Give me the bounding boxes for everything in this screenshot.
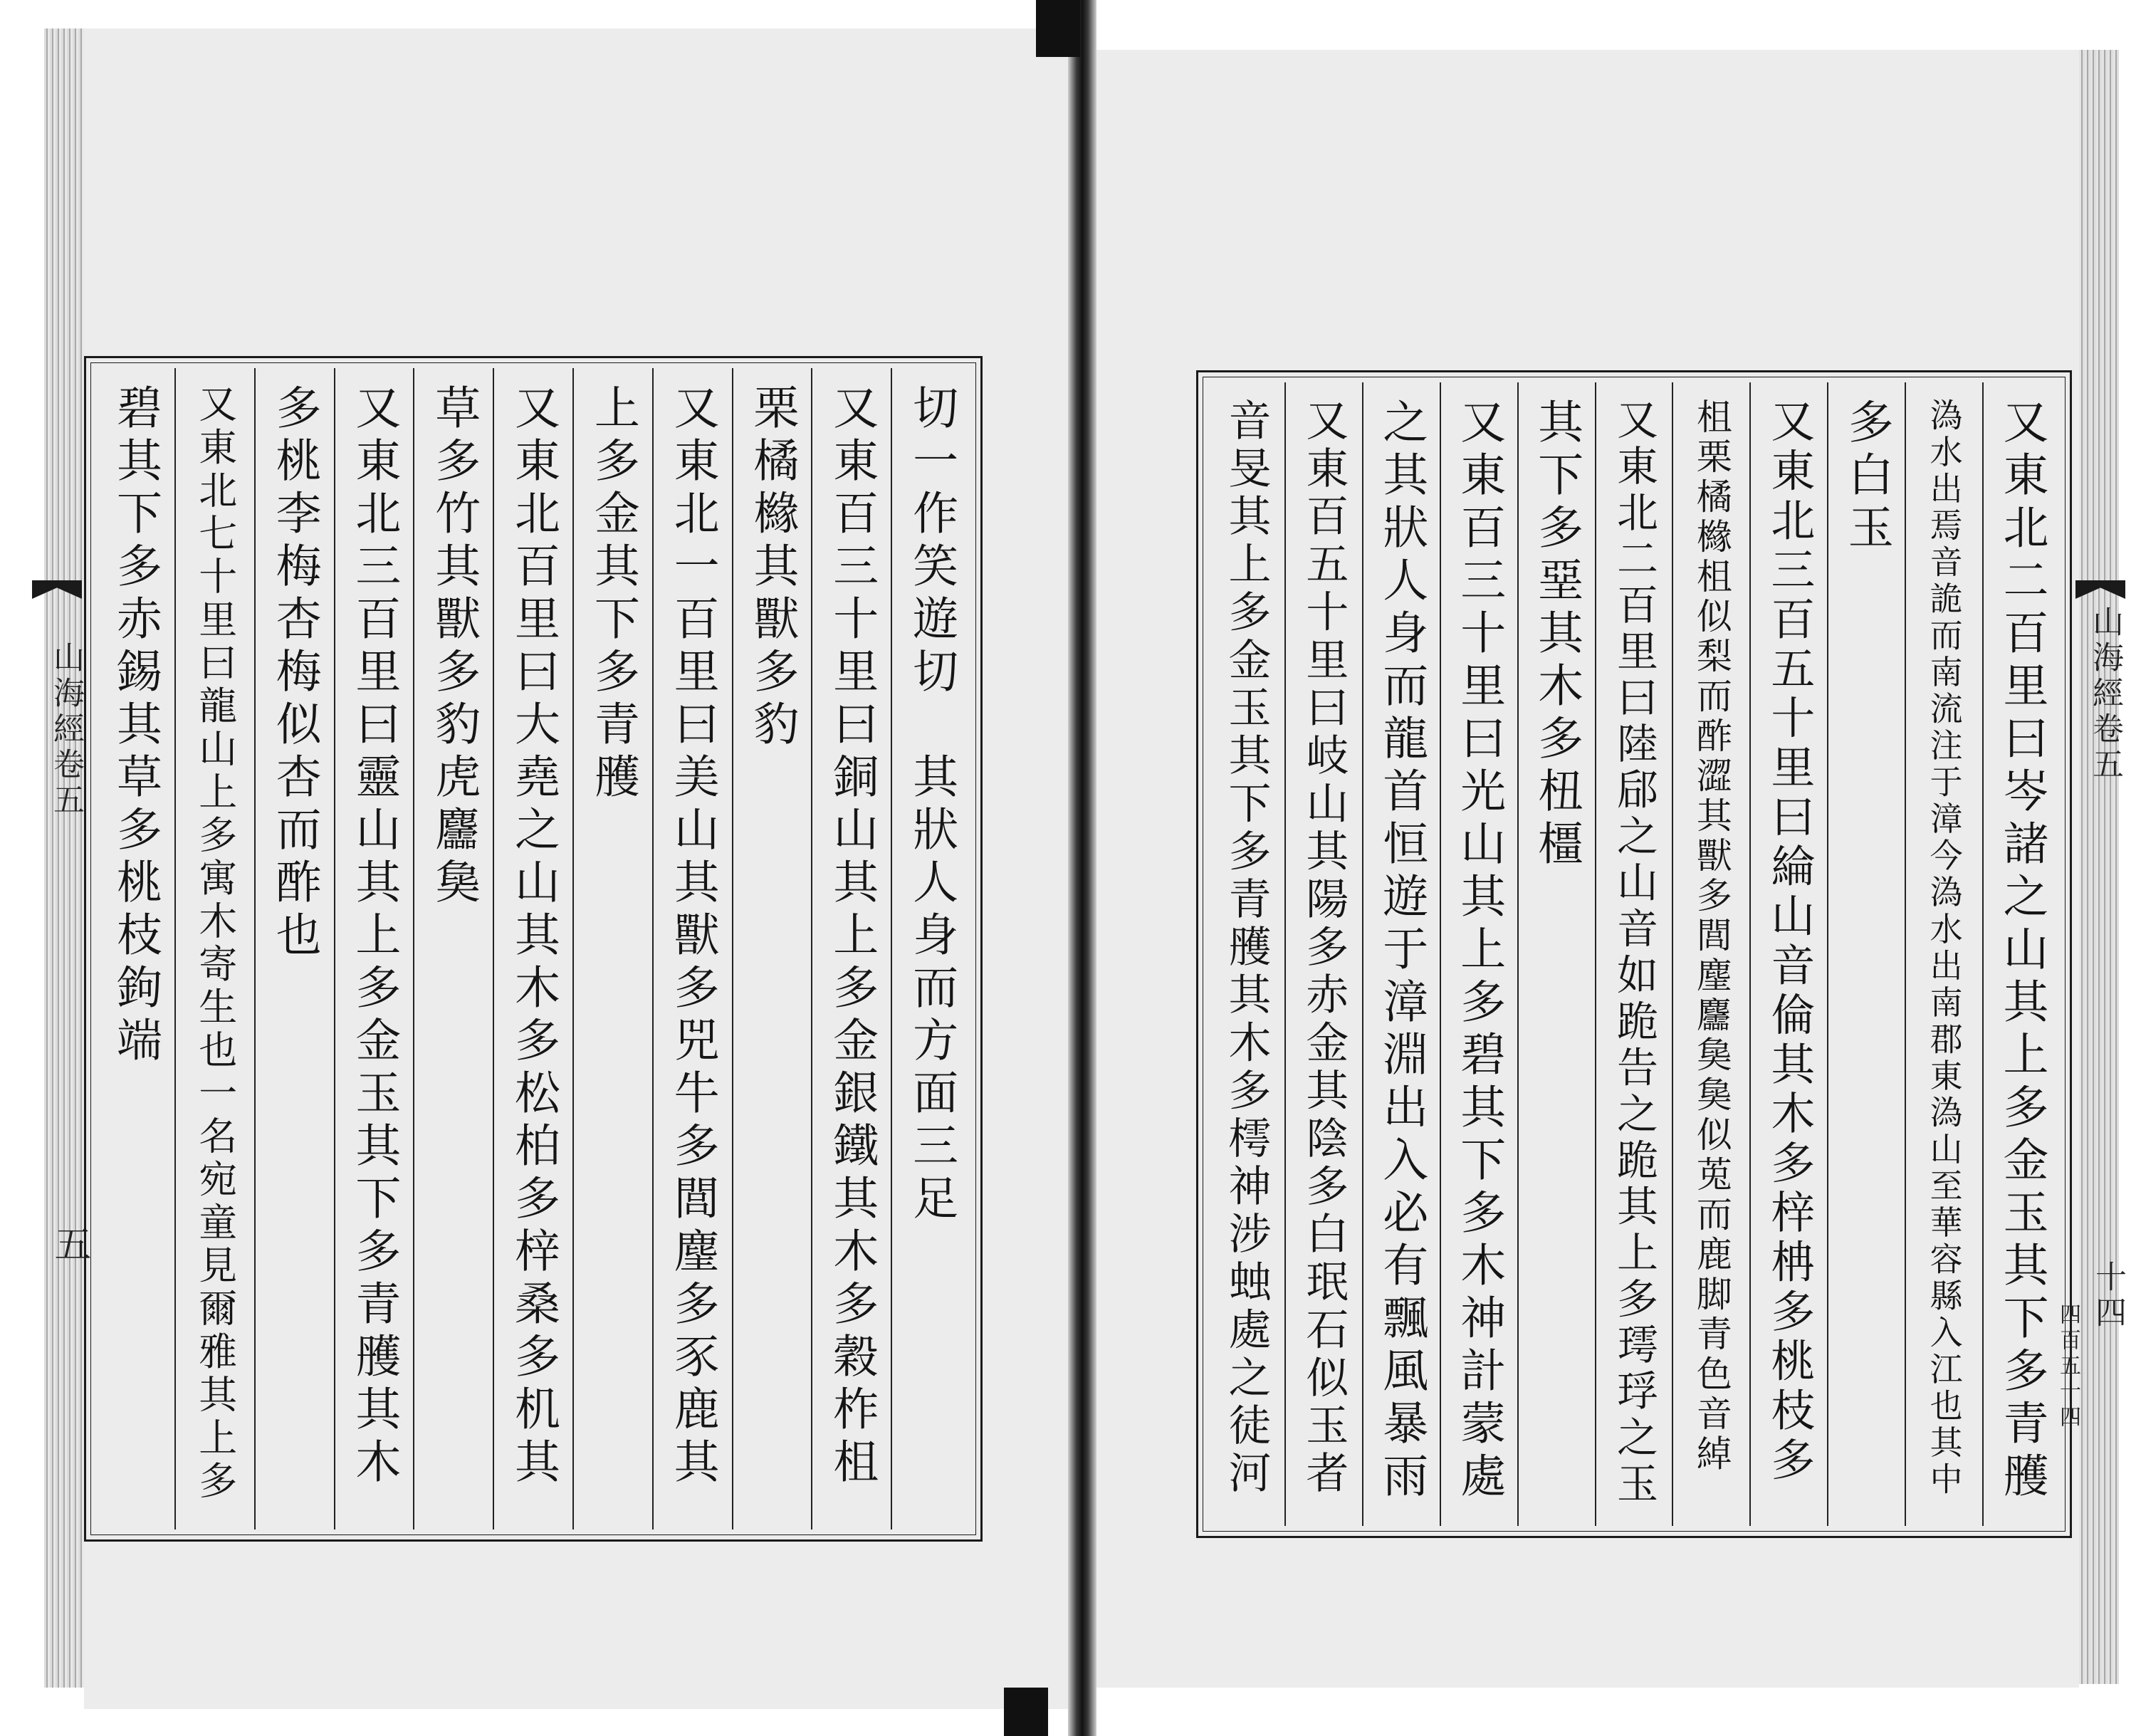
text-column: 上多金其下多青雘 bbox=[572, 368, 652, 1530]
binding-ribbon-top bbox=[1036, 0, 1080, 57]
binding-ribbon-bottom bbox=[1004, 1688, 1048, 1736]
book-gutter bbox=[1068, 0, 1096, 1736]
left-columns bbox=[96, 368, 970, 1530]
text-column: 溈水出焉音詭而南流注于漳今溈水出南郡東溈山至華容縣入江也其中 bbox=[1905, 382, 1982, 1526]
text-column: 其下多堊其木多杻橿 bbox=[1517, 382, 1595, 1526]
text-column: 多白玉 bbox=[1827, 382, 1905, 1526]
text-column: 之其狀人身而龍首恒遊于漳淵出入必有飄風暴雨 bbox=[1362, 382, 1440, 1526]
text-column: 草多竹其獸多豹虎麢㚟 bbox=[413, 368, 493, 1530]
right-text-frame bbox=[1196, 370, 2072, 1538]
text-column: 又東百三十里曰銅山其上多金銀鐵其木多穀柞柤 bbox=[811, 368, 891, 1530]
text-column: 碧其下多赤錫其草多桃枝鉤端 bbox=[108, 384, 162, 1069]
text-column: 柤栗橘櫞柤似梨而酢澀其獸多閭麈麢㚟㚟似莵而鹿脚青色音綽 bbox=[1672, 382, 1749, 1526]
text-column: 音旻其上多金玉其下多青雘其木多樗神涉䖵處之徒河 bbox=[1221, 398, 1272, 1499]
text-column: 又東北二百里曰岑諸之山其上多金玉其下多青雘 bbox=[1982, 382, 2060, 1526]
fold-page-number-right: 十四 bbox=[2090, 1260, 2126, 1332]
text-column: 多桃李梅杏梅似杏而酢也 bbox=[254, 368, 334, 1530]
text-column: 又東北七十里曰龍山上多寓木寄生也一名宛童見爾雅其上多 bbox=[174, 368, 254, 1530]
right-columns bbox=[1208, 382, 2060, 1526]
text-column: 又東北三百五十里曰綸山音倫其木多梓柟多桃枝多 bbox=[1749, 382, 1827, 1526]
left-text-frame bbox=[84, 356, 983, 1542]
fold-title-right: 山海經卷五 bbox=[2087, 605, 2123, 783]
right-page-edges bbox=[2079, 50, 2119, 1684]
fold-page-number-left: 五 bbox=[48, 1225, 90, 1266]
text-column: 又東北二百里曰陸郈之山音如跪告之跪其上多㻬琈之玉 bbox=[1595, 382, 1672, 1526]
text-column: 栗橘櫞其獸多豹 bbox=[732, 368, 812, 1530]
fold-leaf-number-right: 四百五十四 bbox=[2056, 1303, 2080, 1431]
left-page-edges bbox=[44, 28, 84, 1688]
text-column: 又東百五十里曰岐山其陽多赤金其陰多白珉石似玉者 bbox=[1284, 382, 1362, 1526]
text-column: 又東北三百里曰靈山其上多金玉其下多青雘其木 bbox=[334, 368, 414, 1530]
text-column: 又東百三十里曰光山其上多碧其下多木神計蒙處 bbox=[1440, 382, 1517, 1526]
fold-title-left: 山海經卷五 bbox=[48, 641, 84, 819]
text-column: 切一作笑遊切 其狀人身而方面三足 bbox=[891, 368, 970, 1530]
text-column: 又東北一百里曰美山其獸多兕牛多閭麈多豕鹿其 bbox=[652, 368, 732, 1530]
text-column: 又東北百里曰大堯之山其木多松柏多梓桑多机其 bbox=[493, 368, 572, 1530]
